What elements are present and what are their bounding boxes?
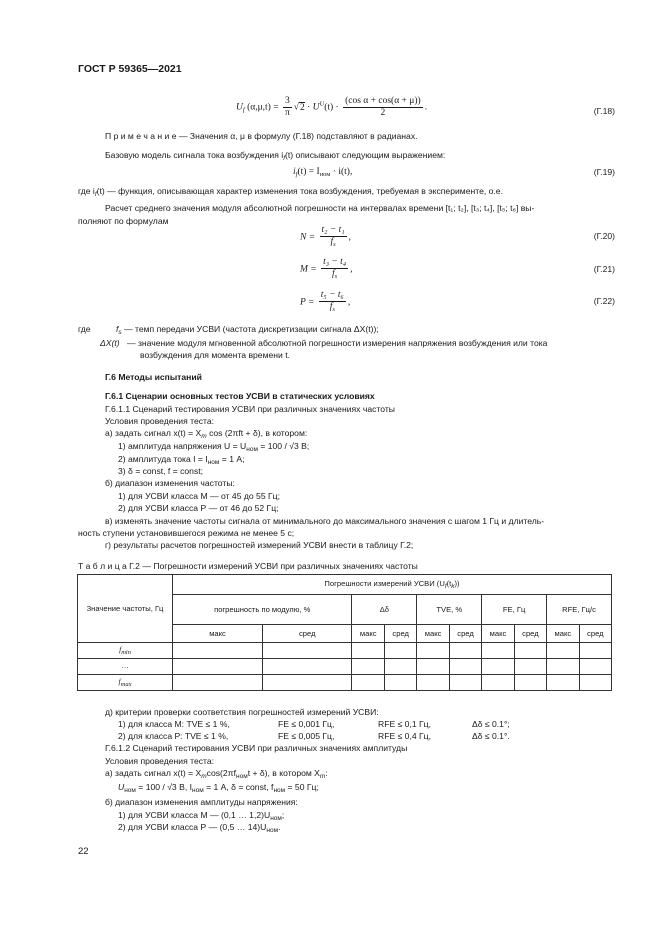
equation-number-g19: (Г.19) [593, 167, 615, 177]
where-if-line: где $i_f(t)$ — функция, описывающая характер изменения тока возбуждения, требуемая в эксперименте, о.е. [78, 186, 503, 198]
text-line: ность ступени установившегося режима не менее 5 с; [78, 528, 295, 538]
text-line: Условия проведения теста: [105, 756, 215, 766]
criteria-m-delta: Δδ ≤ 0.1°; [472, 719, 510, 729]
col-max: макс [352, 625, 385, 643]
formula-g22: P = $\frac{\text{t₅ − t₆}}{f_s}$ , [300, 290, 351, 313]
col-max: макс [173, 625, 263, 643]
errors-table [77, 574, 612, 691]
col-avg: сред [579, 625, 611, 643]
col-avg: сред [514, 625, 546, 643]
col-header-frequency: Значение частоты, Гц [78, 575, 173, 643]
table-row [78, 675, 612, 691]
col-avg: сред [385, 625, 417, 643]
criteria-m-fe: FE ≤ 0,001 Гц, [278, 719, 335, 729]
criteria-p-delta: Δδ ≤ 0.1°. [472, 731, 510, 741]
base-model-line: Базовую модель сигнала тока возбуждения $i_f(t)$ описывают следующим выражением: [105, 150, 446, 162]
text-line: Г.6.1.1 Сценарий тестирования УСВИ при различных значениях частоты [105, 404, 395, 414]
col-max: макс [417, 625, 450, 643]
row-label: … [78, 659, 173, 675]
subheader-fe: FE, Гц [482, 595, 547, 625]
col-max: макс [482, 625, 515, 643]
text-line: 1) для УСВИ класса М — от 45 до 55 Гц; [118, 491, 280, 501]
page-number: 22 [78, 846, 89, 857]
group-header: Погрешности измерений УСВИ $(U_f(t_k))$ [173, 575, 612, 595]
text-line: 2) для УСВИ класса Р — от 46 до 52 Гц; [118, 503, 279, 513]
text-line: д) критерии проверки соответствия погрешностей измерений УСВИ: [105, 707, 379, 717]
subheader-tve: TVE, % [417, 595, 482, 625]
table-caption: Т а б л и ц а Г.2 — Погрешности измерений УСВИ при различных значениях частоты [78, 561, 418, 571]
formula-g20: N = $\frac{\text{t₂ − t₁}}{f_s}$ , [300, 225, 351, 248]
text-line: в) изменять значение частоты сигнала от минимального до максимального значения с шагом 1 Гц и длитель- [105, 516, 545, 526]
heading-g6: Г.6 Методы испытаний [105, 372, 202, 382]
text-line: Условия проведения теста: [105, 416, 215, 426]
criteria-p-tve: 2) для класса Р: TVE ≤ 1 %, [118, 731, 229, 741]
col-max: макс [547, 625, 580, 643]
dx-definition-1: — значение модуля мгновенной абсолютной погрешности измерения напряжения возбуждения или тока [127, 338, 548, 348]
formula-g18: $U_f$ (α,μ,t) = $\frac{3}{\pi}$ $√2 \cdot U^U(t)$ · $\frac{\text{(cos α + cos(α + μ))}}{2}$ . [236, 96, 428, 118]
text-line: 3) δ = const, f = const; [118, 466, 204, 476]
fs-definition: $f_s$ — темп передачи УСВИ (частота дискретизации сигнала ΔX(t)); [116, 324, 379, 336]
formula-g21: M = $\frac{\text{t₃ − t₄}}{f_s}$ , [300, 257, 353, 280]
dx-symbol: ΔX(t) [100, 338, 120, 348]
calc-line-2: полняют по формулам [78, 216, 169, 226]
criteria-p-rfe: RFE ≤ 0,4 Гц, [378, 731, 431, 741]
calc-line-1: Расчет среднего значения модуля абсолютной погрешности на интервалах времени [t₁; t₂], [t₃; t₄], [t₅; t₆] вы- [105, 203, 535, 213]
subheader-modulus: погрешность по модулю, % [173, 595, 352, 625]
equation-number-g20: (Г.20) [593, 231, 615, 241]
where-label: где [78, 324, 91, 334]
col-avg: сред [263, 625, 352, 643]
note-line: П р и м е ч а н и е — Значения α, μ в формулу (Г.18) подставляют в радианах. [105, 131, 418, 141]
text-line: Г.6.1.2 Сценарий тестирования УСВИ при различных значениях амплитуды [105, 743, 408, 753]
subheader-delta: Δδ [352, 595, 417, 625]
text-line: б) диапазон изменения амплитуды напряжения: [105, 797, 298, 807]
text-line: а) задать сигнал $x(t) = X_m$ cos (2πft + δ), в котором: [105, 428, 308, 440]
text-line: 2) для УСВИ класса Р — (0,5 … $14)U_{ном}$. [118, 822, 281, 834]
text-line: 1) для УСВИ класса М — (0,1 … $1,2)U_{ном}$; [118, 810, 285, 822]
subheader-rfe: RFE, Гц/с [547, 595, 612, 625]
criteria-p-fe: FE ≤ 0,005 Гц, [278, 731, 335, 741]
equation-number-g21: (Г.21) [593, 264, 615, 274]
text-line: г) результаты расчетов погрешностей измерений УСВИ внести в таблицу Г.2; [105, 540, 414, 550]
table-row [78, 643, 612, 659]
page-header: ГОСТ Р 59365—2021 [78, 63, 182, 75]
row-label: $f_{max}$ [78, 675, 173, 691]
table-row [78, 659, 612, 675]
equation-number-g22: (Г.22) [593, 296, 615, 306]
formula-g19: $i_f(t) = I_{ном} \cdot i(t)$, [293, 167, 353, 178]
text-line: 1) амплитуда напряжения $U = U_{ном} = 100 / √3$ В; [118, 441, 310, 453]
text-line: 2) амплитуда тока $I = I_{ном} = 1$ А; [118, 454, 245, 466]
text-line: б) диапазон изменения частоты: [105, 478, 235, 488]
row-label: $f_{min}$ [78, 643, 173, 659]
equation-number-g18: (Г.18) [593, 106, 615, 116]
heading-g61: Г.6.1 Сценарии основных тестов УСВИ в статических условиях [105, 391, 375, 401]
text-line: $U_{ном} = 100 / √3$ В, $I_{ном} = 1$ А, δ = const, $f_{ном} = 50$ Гц; [118, 782, 319, 794]
criteria-m-tve: 1) для класса М: TVE ≤ 1 %, [118, 719, 230, 729]
text-line: а) задать сигнал $x(t) = X_m\cos(2\pi f_{ном}t + \delta)$, в котором $X_m$: [105, 768, 328, 780]
col-avg: сред [449, 625, 481, 643]
dx-definition-2: возбуждения для момента времени t. [140, 350, 290, 360]
criteria-m-rfe: RFE ≤ 0,1 Гц, [378, 719, 431, 729]
